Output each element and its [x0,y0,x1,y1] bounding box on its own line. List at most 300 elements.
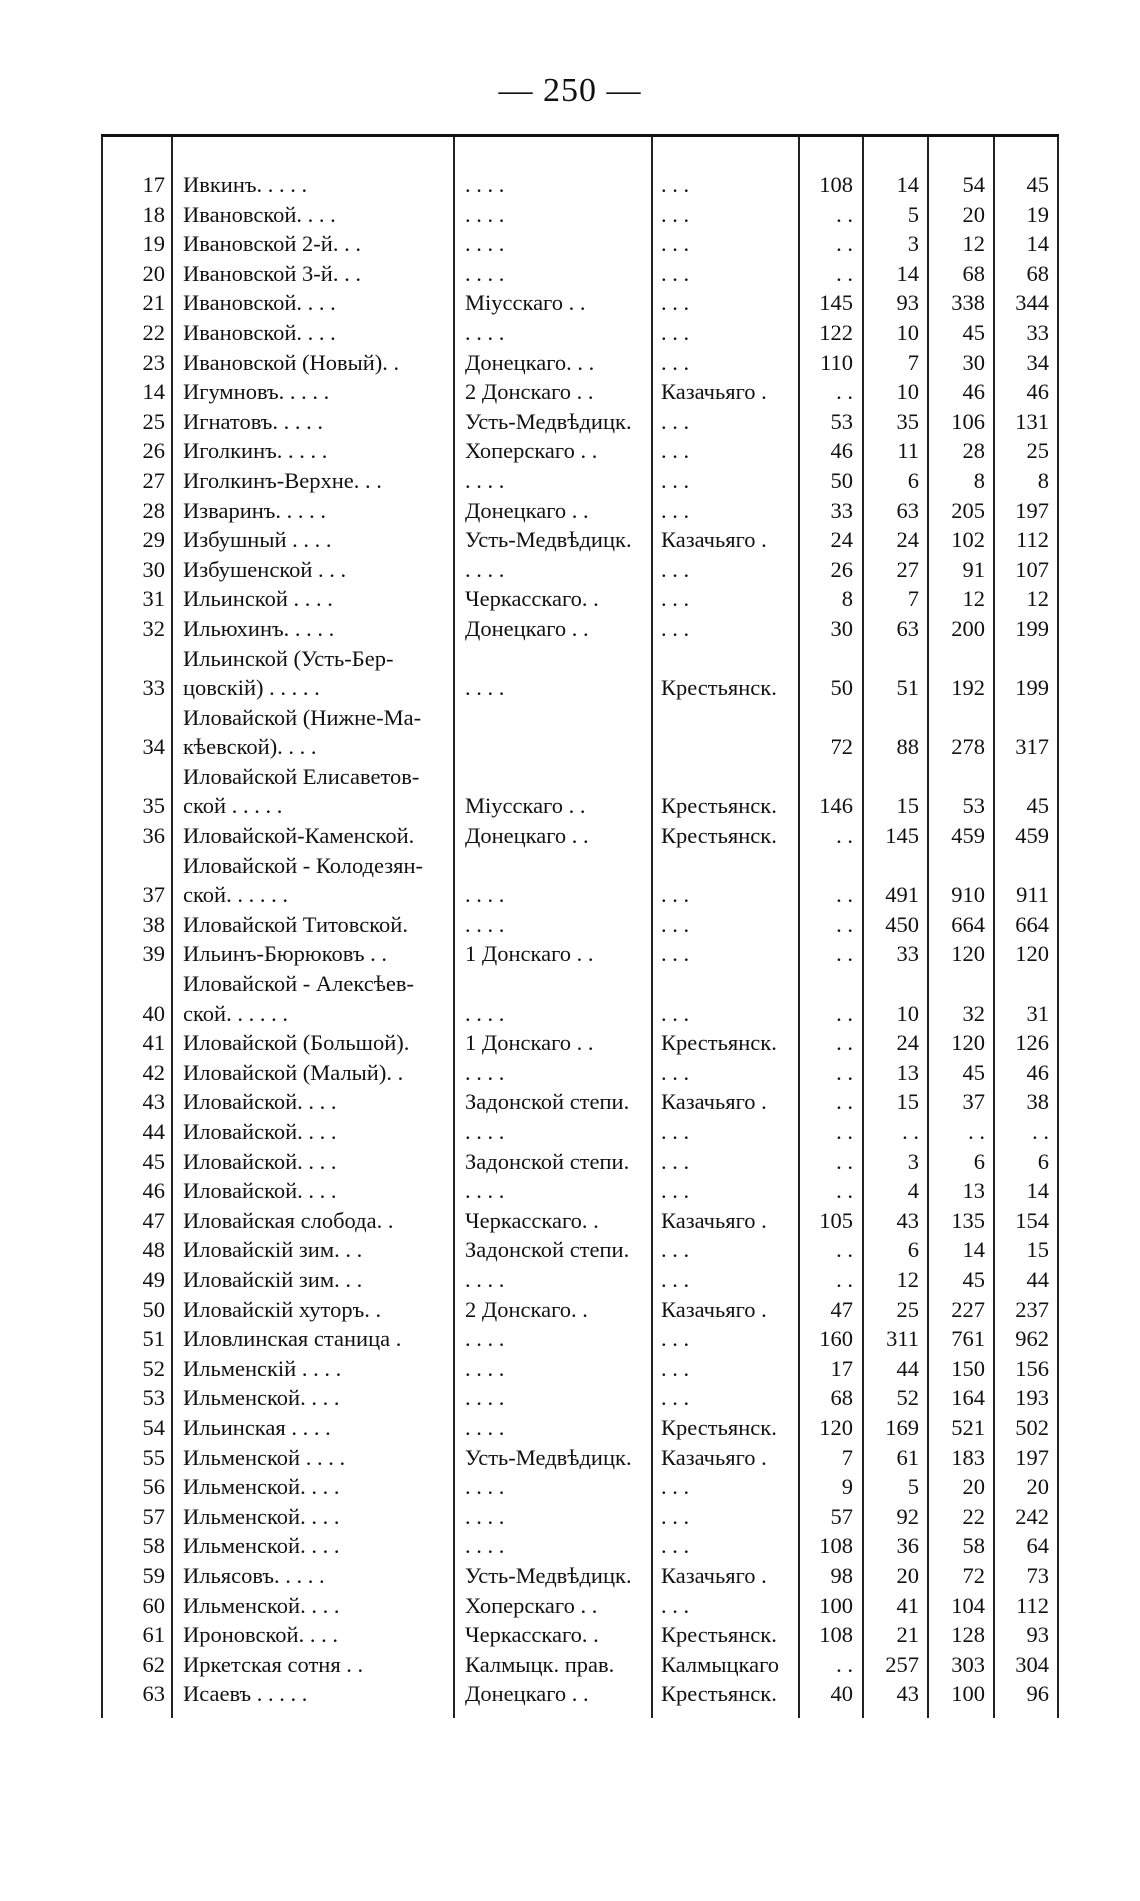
value-col-3: 183 [951,1444,985,1470]
district-name: . . . . [465,1385,505,1411]
district-name: Міусскаго . . [465,793,586,819]
value-col-4: 459 [1015,823,1049,849]
value-col-4: 199 [1015,615,1049,641]
value-col-4: 46 [1026,1059,1049,1085]
district-name: . . . . [465,1119,505,1144]
page-number: — 250 — [498,72,642,109]
value-col-1: 108 [819,172,853,197]
place-name: Ильменской. . . . [183,1592,340,1618]
row-number: 63 [142,1681,165,1707]
place-name: Ильменскій . . . . [183,1355,342,1381]
value-col-1: . . [836,1178,853,1204]
row-number: 14 [142,379,165,405]
place-name: Изваринъ. . . . . [183,497,327,523]
value-col-3: 68 [962,260,985,286]
row-number: 18 [142,201,165,227]
settlement-type: Казачьяго . [661,527,767,553]
table-row [101,1117,1059,1147]
settlement-type: . . . [661,1355,690,1381]
place-name: Иловайской - Колодезян- ской. . . . . . [183,852,424,908]
value-col-1: 30 [830,615,853,641]
settlement-type: Крестьянск. [661,793,777,819]
settlement-type: . . . [661,408,690,434]
value-col-4: 242 [1015,1503,1049,1529]
row-number: 33 [142,675,165,701]
settlement-type: Казачьяго . [661,1296,767,1322]
value-col-4: 962 [1015,1326,1049,1352]
value-col-4: 664 [1015,911,1049,937]
settlement-type: . . . [661,911,690,937]
value-col-2: 92 [896,1503,919,1529]
value-col-2: 257 [885,1651,919,1677]
value-col-2: 21 [896,1622,919,1648]
settlement-type: Казачьяго . [661,1562,767,1588]
settlement-type: Крестьянск. [661,1414,777,1440]
value-col-1: 120 [819,1414,853,1440]
value-col-4: 112 [1016,527,1049,553]
table-row [101,170,1059,200]
district-name: Черкасскаго. . [465,586,599,612]
place-name: Ивановской 3-й. . . [183,260,361,286]
table-row [101,1295,1059,1325]
settlement-type: . . . [661,882,690,908]
value-col-4: 68 [1026,260,1049,286]
value-col-2: 491 [885,882,919,908]
value-col-1: 7 [841,1444,853,1470]
row-number: 27 [142,467,165,493]
value-col-2: 36 [896,1533,919,1559]
place-name: Иловайской Титовской. [183,911,408,937]
value-col-4: 31 [1026,1000,1049,1026]
table-row [101,1383,1059,1413]
table-row [101,614,1059,644]
place-name: Иловайская слобода. . [183,1207,394,1233]
district-name: 2 Донскаго. . [465,1296,588,1322]
value-col-2: 43 [896,1681,919,1707]
value-col-4: 14 [1026,1178,1049,1204]
value-col-2: 12 [896,1266,919,1292]
value-col-4: 64 [1026,1533,1049,1559]
table-row [101,377,1059,407]
value-col-1: . . [836,911,853,937]
value-col-2: 51 [896,675,919,701]
row-number: 50 [142,1296,165,1322]
table-row [101,555,1059,585]
value-col-3: . . [968,1119,985,1144]
place-name: Избушенской . . . [183,556,347,582]
place-name: Ильинской . . . . [183,586,333,612]
row-number: 34 [142,734,165,760]
value-col-1: . . [836,1000,853,1026]
row-number: 49 [142,1266,165,1292]
value-col-3: 192 [951,675,985,701]
value-col-2: 15 [896,793,919,819]
place-name: Игумновъ. . . . . [183,379,330,405]
row-number: 55 [142,1444,165,1470]
settlement-type: . . . [661,172,690,197]
row-number: 40 [142,1000,165,1026]
place-name: Ильинской (Усть-Бер- цовскій) . . . . . [183,645,394,701]
value-col-4: 911 [1016,882,1049,908]
place-name: Ироновской. . . . [183,1622,338,1648]
row-number: 20 [142,260,165,286]
district-name: . . . . [465,1326,505,1352]
settlement-type: Крестьянск. [661,1622,777,1648]
value-col-1: . . [836,1030,853,1056]
district-name: Донецкаго . . [465,615,589,641]
district-name: . . . . [465,260,505,286]
value-col-1: 40 [830,1681,853,1707]
value-col-3: 72 [962,1562,985,1588]
value-col-3: 200 [951,615,985,641]
district-name: . . . . [465,231,505,257]
settlement-type: Казачьяго . [661,379,767,405]
value-col-1: . . [836,201,853,227]
value-col-2: 6 [907,467,919,493]
table-row [101,1679,1059,1709]
value-col-3: 12 [962,586,985,612]
place-name: Иловлинская станица . [183,1326,402,1352]
table-row [101,584,1059,614]
value-col-3: 761 [951,1326,985,1352]
value-col-2: 3 [907,231,919,257]
value-col-1: 110 [820,349,853,375]
table-row [101,910,1059,940]
row-number: 30 [142,556,165,582]
value-col-3: 46 [962,379,985,405]
district-name: Донецкаго . . [465,1681,589,1707]
value-col-2: 5 [907,1474,919,1500]
district-name: . . . . [465,319,505,345]
value-col-2: 41 [896,1592,919,1618]
value-col-3: 13 [962,1178,985,1204]
value-col-4: . . [1032,1119,1049,1144]
value-col-1: . . [836,1266,853,1292]
settlement-type: . . . [661,290,690,316]
district-name: . . . . [465,556,505,582]
district-name: Задонской степи. [465,1148,630,1174]
place-name: Иловайской (Большой). [183,1030,410,1056]
value-col-4: 19 [1026,201,1049,227]
district-name: Усть-Медвѣдицк. [465,527,632,553]
value-col-2: 44 [896,1355,919,1381]
value-col-2: 24 [896,1030,919,1056]
settlement-type: . . . [661,1503,690,1529]
row-number: 25 [142,408,165,434]
value-col-3: 102 [951,527,985,553]
table-row [101,1176,1059,1206]
row-number: 17 [142,172,165,197]
district-name: Хоперскаго . . [465,1592,598,1618]
place-name: Иловайской Елисаветов- ской . . . . . [183,763,420,819]
value-col-2: 63 [896,497,919,523]
value-col-3: 45 [962,1059,985,1085]
settlement-type: . . . [661,615,690,641]
value-col-2: 10 [896,1000,919,1026]
district-name: . . . . [465,882,505,908]
value-col-3: 164 [951,1385,985,1411]
value-col-2: 10 [896,379,919,405]
value-col-3: 20 [962,1474,985,1500]
row-number: 35 [142,793,165,819]
value-col-1: 145 [819,290,853,316]
district-name: . . . . [465,1266,505,1292]
value-col-1: . . [836,1148,853,1174]
value-col-2: 61 [896,1444,919,1470]
place-name: Иловайской - Алексѣев- ской. . . . . . [183,971,415,1026]
place-name: Ивкинъ. . . . . [183,172,308,197]
district-name: Задонской степи. [465,1237,630,1263]
district-name: . . . . [465,911,505,937]
value-col-4: 45 [1026,172,1049,197]
value-col-4: 38 [1026,1089,1049,1115]
settlement-type: . . . [661,1326,690,1352]
place-name: Иголкинъ. . . . . [183,438,328,464]
value-col-4: 96 [1026,1681,1049,1707]
value-col-3: 58 [962,1533,985,1559]
row-number: 54 [142,1414,165,1440]
settlement-type: Калмыцкаго [661,1651,780,1677]
value-col-2: 311 [886,1326,919,1352]
value-col-2: 24 [896,527,919,553]
table-top-rule [101,134,1059,137]
value-col-4: 199 [1015,675,1049,701]
value-col-4: 45 [1026,793,1049,819]
place-name: Ильинъ-Бюрюковъ . . [183,941,387,967]
settlement-type: . . . [661,438,690,464]
place-name: Иловайскій зим. . . [183,1237,363,1263]
place-name: Ильюхинъ. . . . . [183,615,335,641]
row-number: 39 [142,941,165,967]
district-name: . . . . [465,1414,505,1440]
settlement-type: . . . [661,1237,690,1263]
district-name: Калмыцк. прав. [465,1651,615,1677]
place-name: Иловайской (Малый). . [183,1059,404,1085]
value-col-1: . . [836,1119,853,1144]
place-name: Ивановской. . . . [183,319,336,345]
row-number: 62 [142,1651,165,1677]
table-row [101,1087,1059,1117]
place-name: Иловайскій хуторъ. . [183,1296,382,1322]
table-row [101,851,1059,910]
value-col-1: . . [836,1237,853,1263]
settlement-type: . . . [661,1059,690,1085]
value-col-2: 4 [907,1178,919,1204]
place-name: Иловайской. . . . [183,1119,337,1144]
district-name: . . . . [465,1355,505,1381]
place-name: Ильменской. . . . [183,1503,340,1529]
district-name: . . . . [465,1533,505,1559]
table-row [101,525,1059,555]
settlement-type: . . . [661,556,690,582]
place-name: Иловайской-Каменской. [183,823,415,849]
value-col-2: 3 [907,1148,919,1174]
value-col-3: 150 [951,1355,985,1381]
value-col-1: 108 [819,1533,853,1559]
value-col-3: 91 [962,556,985,582]
value-col-4: 193 [1015,1385,1049,1411]
row-number: 36 [142,823,165,849]
value-col-4: 93 [1026,1622,1049,1648]
place-name: Иловайской. . . . [183,1089,337,1115]
settlement-type: . . . [661,231,690,257]
value-col-3: 910 [951,882,985,908]
row-number: 61 [142,1622,165,1648]
settlement-type: . . . [661,260,690,286]
value-col-3: 120 [951,1030,985,1056]
settlement-type: . . . [661,201,690,227]
row-number: 43 [142,1089,165,1115]
row-number: 44 [142,1119,165,1144]
value-col-3: 12 [962,231,985,257]
row-number: 46 [142,1178,165,1204]
district-name: . . . . [465,1474,505,1500]
value-col-1: . . [836,823,853,849]
district-name: . . . . [465,1503,505,1529]
value-col-3: 338 [951,290,985,316]
value-col-3: 45 [962,319,985,345]
district-name: . . . . [465,1178,505,1204]
value-col-3: 278 [951,734,985,760]
value-col-3: 205 [951,497,985,523]
district-name: . . . . [465,172,505,197]
settlement-type: Казачьяго . [661,1444,767,1470]
row-number: 19 [142,231,165,257]
row-number: 21 [142,290,165,316]
value-col-3: 459 [951,823,985,849]
settlement-type: . . . [661,1385,690,1411]
place-name: Ильменской . . . . [183,1444,346,1470]
value-col-1: 17 [830,1355,853,1381]
place-name: Ивановской (Новый). . [183,349,400,375]
row-number: 29 [142,527,165,553]
place-name: Иловайскій зим. . . [183,1266,363,1292]
value-col-3: 6 [973,1148,985,1174]
table-row [101,318,1059,348]
value-col-3: 303 [951,1651,985,1677]
value-col-2: 7 [907,349,919,375]
value-col-4: 304 [1015,1651,1049,1677]
row-number: 45 [142,1148,165,1174]
value-col-1: 98 [830,1562,853,1588]
place-name: Ивановской. . . . [183,290,336,316]
value-col-2: 20 [896,1562,919,1588]
table-row [101,407,1059,437]
value-col-2: 11 [897,438,919,464]
settlement-type: . . . [661,319,690,345]
value-col-4: 317 [1015,734,1049,760]
row-number: 28 [142,497,165,523]
place-name: Ивановской. . . . [183,201,336,227]
value-col-1: . . [836,882,853,908]
value-col-2: 88 [896,734,919,760]
row-number: 51 [142,1326,165,1352]
value-col-1: 100 [819,1592,853,1618]
settlement-type: . . . [661,1000,690,1026]
place-name: Иловайской. . . . [183,1148,337,1174]
value-col-4: 112 [1016,1592,1049,1618]
table-row [101,1443,1059,1473]
settlement-type: Казачьяго . [661,1207,767,1233]
table-row [101,1591,1059,1621]
district-name: . . . . [465,1000,505,1026]
value-col-1: 26 [830,556,853,582]
row-number: 38 [142,911,165,937]
table-row [101,1028,1059,1058]
value-col-1: 68 [830,1385,853,1411]
table-row [101,762,1059,821]
value-col-3: 22 [962,1503,985,1529]
value-col-1: 50 [830,675,853,701]
value-col-1: 72 [830,734,853,760]
table-row [101,229,1059,259]
value-col-1: . . [836,379,853,405]
row-number: 42 [142,1059,165,1085]
place-name: Ильясовъ. . . . . [183,1562,325,1588]
district-name: Усть-Медвѣдицк. [465,1444,632,1470]
table-row [101,1561,1059,1591]
table-row [101,1265,1059,1295]
value-col-1: 146 [819,793,853,819]
value-col-1: . . [836,260,853,286]
table-row [101,1650,1059,1680]
table-row [101,1620,1059,1650]
district-name: . . . . [465,467,505,493]
value-col-1: 50 [830,467,853,493]
table-row [101,1324,1059,1354]
value-col-4: 131 [1015,408,1049,434]
table-row [101,1413,1059,1443]
value-col-4: 107 [1015,556,1049,582]
value-col-1: 160 [819,1326,853,1352]
district-name: Міусскаго . . [465,290,586,316]
settlement-type: . . . [661,1592,690,1618]
place-name: Избушный . . . . [183,527,332,553]
row-number: 57 [142,1503,165,1529]
settlement-type: . . . [661,1119,690,1144]
table-row [101,821,1059,851]
row-number: 31 [142,586,165,612]
place-name: Ильменской. . . . [183,1474,340,1500]
value-col-1: 46 [830,438,853,464]
district-name: 1 Донскаго . . [465,1030,594,1056]
table-row [101,466,1059,496]
settlement-type: . . . [661,1266,690,1292]
table-row [101,436,1059,466]
value-col-3: 8 [973,467,985,493]
table-row [101,969,1059,1028]
value-col-4: 237 [1015,1296,1049,1322]
value-col-4: 154 [1015,1207,1049,1233]
value-col-4: 502 [1015,1414,1049,1440]
place-name: Иловайской. . . . [183,1178,337,1204]
row-number: 23 [142,349,165,375]
table-row [101,1354,1059,1384]
value-col-2: 25 [896,1296,919,1322]
value-col-4: 156 [1015,1355,1049,1381]
settlement-type [661,732,797,762]
value-col-2: . . [902,1119,919,1144]
table-row [101,939,1059,969]
value-col-4: 14 [1026,231,1049,257]
value-col-3: 100 [951,1681,985,1707]
district-name: Усть-Медвѣдицк. [465,408,632,434]
table-row [101,1472,1059,1502]
value-col-4: 46 [1026,379,1049,405]
value-col-3: 135 [951,1207,985,1233]
value-col-1: . . [836,1089,853,1115]
row-number: 48 [142,1237,165,1263]
